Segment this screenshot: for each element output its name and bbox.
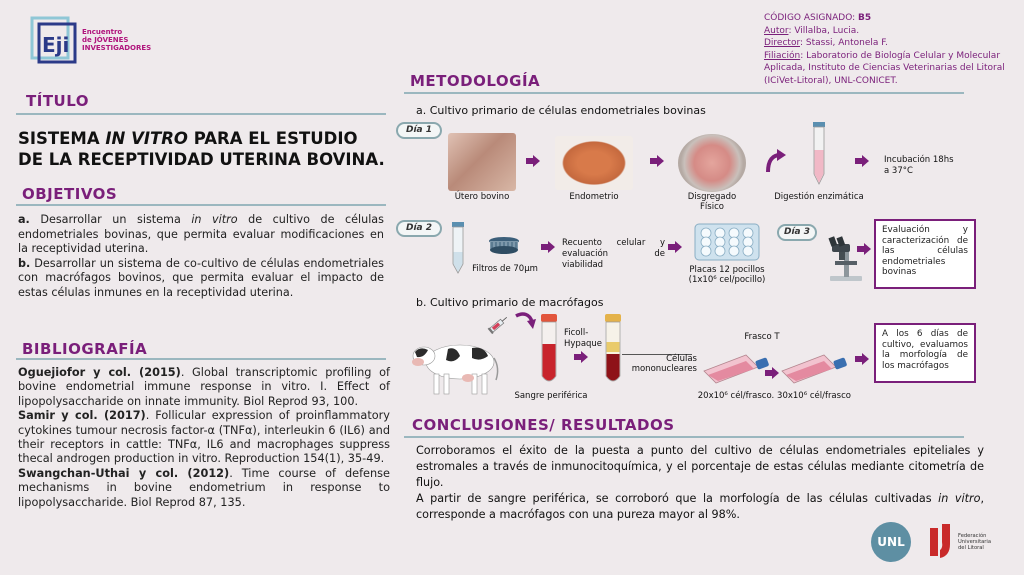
metodologia-rule (404, 92, 964, 94)
arrow-icon (650, 155, 664, 167)
arrow-icon (765, 367, 779, 379)
arrow-icon (855, 155, 869, 167)
ref-item: Oguejiofor y col. (2015). Global transcriptomic profiling of bovine endometrial immune response in vitro. I. Effect of lipopolysaccharide on innate immunity. Biol Reprod 93, 100. (18, 366, 390, 408)
conclusion-p2: A partir de sangre periférica, se corroboró que la morfología de las células cultivadas in vitro, corresponde a macrófagos con una pureza mayor al 98%. (416, 492, 984, 521)
unl-logo: UNL (871, 522, 911, 562)
ficoll-tube-icon (602, 314, 624, 386)
conclusiones-heading: CONCLUSIONES/ RESULTADOS (412, 416, 675, 434)
federacion-logo-icon (926, 522, 954, 562)
conclusiones-rule (404, 436, 964, 438)
bibliografia-heading: BIBLIOGRAFÍA (22, 340, 148, 358)
objetivos-rule (16, 204, 386, 206)
cow-icon (410, 334, 502, 400)
metodologia-heading: METODOLOGÍA (410, 72, 541, 90)
endometrio-label: Endometrio (569, 192, 619, 202)
arrow-icon (541, 241, 555, 253)
disgregado-label: Disgregado Físico (687, 192, 737, 212)
code-value: B5 (858, 13, 872, 23)
bibliografia-list (18, 366, 390, 510)
code-label: CÓDIGO ASIGNADO: (764, 13, 859, 23)
disgregado-photo (678, 134, 746, 192)
dia2-pill: Día 2 (396, 220, 442, 237)
federacion-text: Federación Universitaria del Litoral (958, 533, 992, 551)
conclusion-p1: Corroboramos el éxito de la puesta a punto del cultivo de células endometriales epiteliales y estromales a través de inmunocitoquímica, y el porcentaje de estas células mediante citometría de flujo. (416, 444, 984, 489)
bibliografia-rule (16, 358, 386, 360)
dia1-pill: Día 1 (396, 122, 442, 139)
ref-item: Swangchan-Uthai y col. (2012). Time course of defense mechanisms in bovine endometrium in response to lipopolysaccharide. Biol Reprod 87, 135. (18, 466, 390, 509)
filtros-label: Filtros de 70µm (472, 264, 538, 274)
conclusiones-text (416, 443, 984, 523)
endometrio-photo (555, 136, 633, 190)
logo-line1: Encuentro (82, 28, 123, 36)
objetivos-text: a. Desarrollar un sistema in vitro de cultivo de células endometriales bovinas, que permita evaluar modificaciones en la receptividad uterina. b. Desarrollar un sistema de co-cultivo de células endometriales con macrófagos bovinos, que permita evaluar el impacto de estas células inmunes en la receptividad uterina. (18, 213, 384, 299)
flask-icon (780, 349, 852, 389)
poster-title: SISTEMA IN VITRO PARA EL ESTUDIO DE LA RECEPTIVIDAD UTERINA BOVINA. (18, 129, 385, 169)
sangre-label: Sangre periférica (514, 391, 588, 401)
event-logo (30, 16, 180, 66)
ficoll-label: Ficoll-Hypaque (564, 328, 603, 349)
placas-label: Placas 12 pocillos (1x10⁶ cel/pocillo) (688, 265, 766, 285)
microscope-icon (826, 234, 866, 282)
curved-arrow-icon (513, 310, 537, 330)
objetivos-heading: OBJETIVOS (22, 185, 118, 203)
tube-icon (811, 122, 827, 186)
director-value: : Stassi, Antonela F. (800, 38, 888, 48)
blood-tube-icon (538, 314, 560, 386)
arrow-icon (857, 243, 871, 255)
tube-icon (451, 222, 465, 274)
dia3-pill: Día 3 (777, 224, 817, 241)
autor-label: Autor (764, 25, 789, 36)
svg-text:Eji: Eji (42, 33, 70, 57)
filter-icon (487, 236, 521, 256)
autor-value: : Villalba, Lucia. (788, 25, 860, 36)
digestion-label: Digestión enzimática (774, 192, 864, 202)
mononucleares-label: Células mononucleares (631, 354, 697, 374)
logo-line2: de JÓVENES (82, 36, 129, 44)
flask-icon (702, 349, 774, 389)
arrow-icon (574, 351, 588, 363)
curved-arrow-icon (765, 148, 787, 174)
filiacion-value: : Laboratorio de Biología Celular y Molecular Aplicada, Instituto de Ciencias Veterinarias del Litoral (ICiVet-Litoral), UNL-CONICET. (764, 50, 1005, 86)
section-b-title: b. Cultivo primario de macrófagos (416, 296, 604, 309)
utero-photo (448, 133, 516, 191)
titulo-heading: TÍTULO (26, 92, 89, 110)
macrofagos-box: A los 6 días de cultivo, evaluamos la morfología de los macrófagos (874, 323, 976, 383)
frasco1-label: 20x10⁶ cél/frasco. (697, 391, 775, 401)
section-a-title: a. Cultivo primario de células endometriales bovinas (416, 104, 706, 117)
arrow-icon (855, 353, 869, 365)
utero-label: Útero bovino (454, 192, 510, 202)
titulo-rule (16, 113, 386, 115)
frasco2-label: 30x10⁶ cél/frasco (777, 391, 851, 401)
ref-item: Samir y col. (2017). Follicular expression of proinflammatory cytokines tumour necrosis factor-α (TNFα), interleukin 6 (IL6) and their receptors in cattle: TNFα, IL6 and macrophages suppress thecal androgen production in vitro. Reproduction 154(1), 35-49. (18, 409, 390, 466)
author-info (764, 12, 1014, 87)
incubacion-label: Incubación 18hs a 37°C (884, 155, 954, 176)
plate-icon (694, 223, 760, 261)
arrow-icon (668, 241, 682, 253)
evaluacion-box: Evaluación y caracterización de las células endometriales bovinas (874, 219, 976, 289)
recuento-label: Recuento celular y evaluación de viabilidad (562, 238, 665, 270)
filiacion-label: Filiación (764, 50, 801, 61)
eji-logo-icon (30, 16, 78, 64)
frasco-label: Frasco T (744, 332, 780, 342)
syringe-icon (487, 314, 509, 334)
arrow-icon (526, 155, 540, 167)
logo-line3: INVESTIGADORES (82, 44, 152, 52)
director-label: Director (764, 38, 800, 48)
